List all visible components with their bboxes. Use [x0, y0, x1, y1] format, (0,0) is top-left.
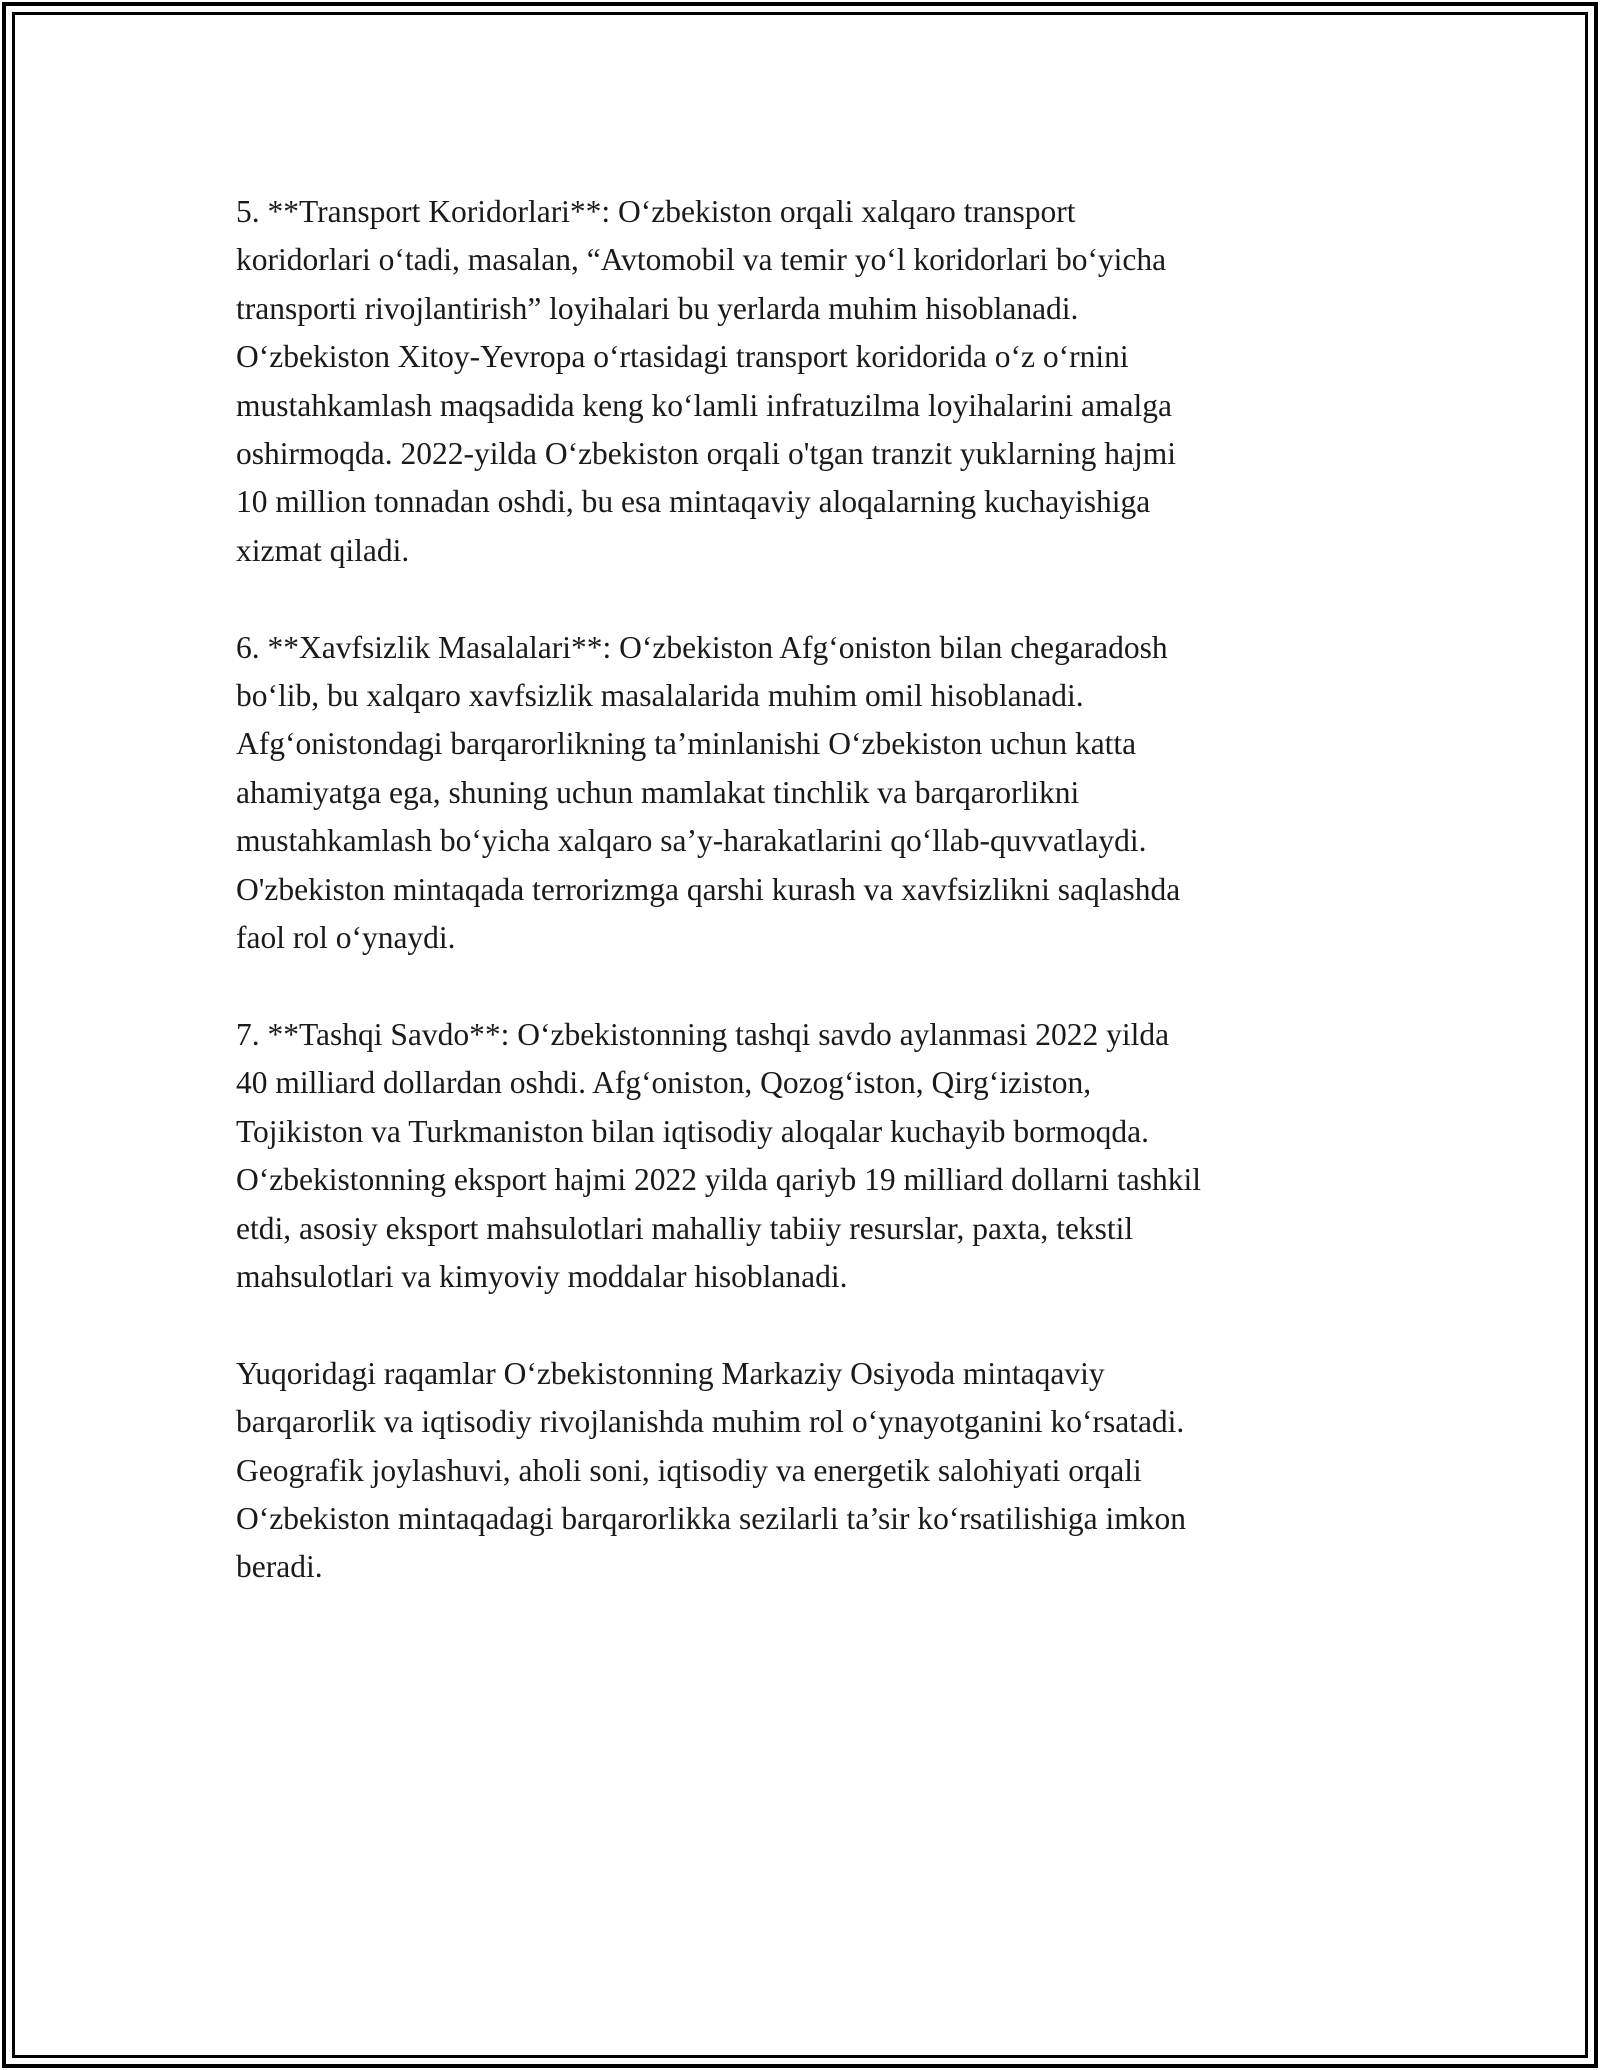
paragraph-conclusion: Yuqoridagi raqamlar O‘zbekistonning Markaziy Osiyoda mintaqaviy barqarorlik va iqtisodiy rivojlanishda muhim rol o‘ynayotganini ko‘rsatadi. Geografik joylashuvi, aholi soni, iqtisodiy va energetik salohiyati orqali O‘zbekiston mintaqadagi barqarorlikka sezilarli ta’sir ko‘rsatilishiga imkon beradi. [236, 1355, 1186, 1585]
paragraph-security-issues: 6. **Xavfsizlik Masalalari**: O‘zbekiston Afg‘oniston bilan chegaradosh bo‘lib, bu xalqaro xavfsizlik masalalarida muhim omil hisoblanadi. Afg‘onistondagi barqarorlikning ta’minlanishi O‘zbekiston uchun katta ahamiyatga ega, shuning uchun mamlakat tinchlik va barqarorlikni mustahkamlash bo‘yicha xalqaro sa’y-harakatlarini qo‘llab-quvvatlaydi. O'zbekiston mintaqada terrorizmga qarshi kurash va xavfsizlikni saqlashda faol rol o‘ynaydi. [236, 629, 1181, 956]
paragraph-transport-corridors: 5. **Transport Koridorlari**: O‘zbekiston orqali xalqaro transport koridorlari o‘tadi, masalan, “Avtomobil va temir yo‘l koridorlari bo‘yicha transporti rivojlantirish” loyihalari bu yerlarda muhim hisoblanadi. O‘zbekiston Xitoy-Yevropa o‘rtasidagi transport koridorida o‘z o‘rnini mustahkamlash maqsadida keng ko‘lamli infratuzilma loyihalarini amalga oshirmoqda. 2022-yilda O‘zbekiston orqali o'tgan tranzit yuklarning hajmi 10 million tonnadan oshdi, bu esa mintaqaviy aloqalarning kuchayishiga xizmat qiladi. [236, 194, 1176, 568]
document-body [236, 188, 1376, 1640]
paragraph-foreign-trade: 7. **Tashqi Savdo**: O‘zbekistonning tashqi savdo aylanmasi 2022 yilda 40 milliard dollardan oshdi. Afg‘oniston, Qozog‘iston, Qirg‘iziston, Tojikiston va Turkmaniston bilan iqtisodiy aloqalar kuchayib bormoqda. O‘zbekistonning eksport hajmi 2022 yilda qariyb 19 milliard dollarni tashkil etdi, asosiy eksport mahsulotlari mahalliy tabiiy resurslar, paxta, tekstil mahsulotlari va kimyoviy moddalar hisoblanadi. [236, 1016, 1201, 1294]
